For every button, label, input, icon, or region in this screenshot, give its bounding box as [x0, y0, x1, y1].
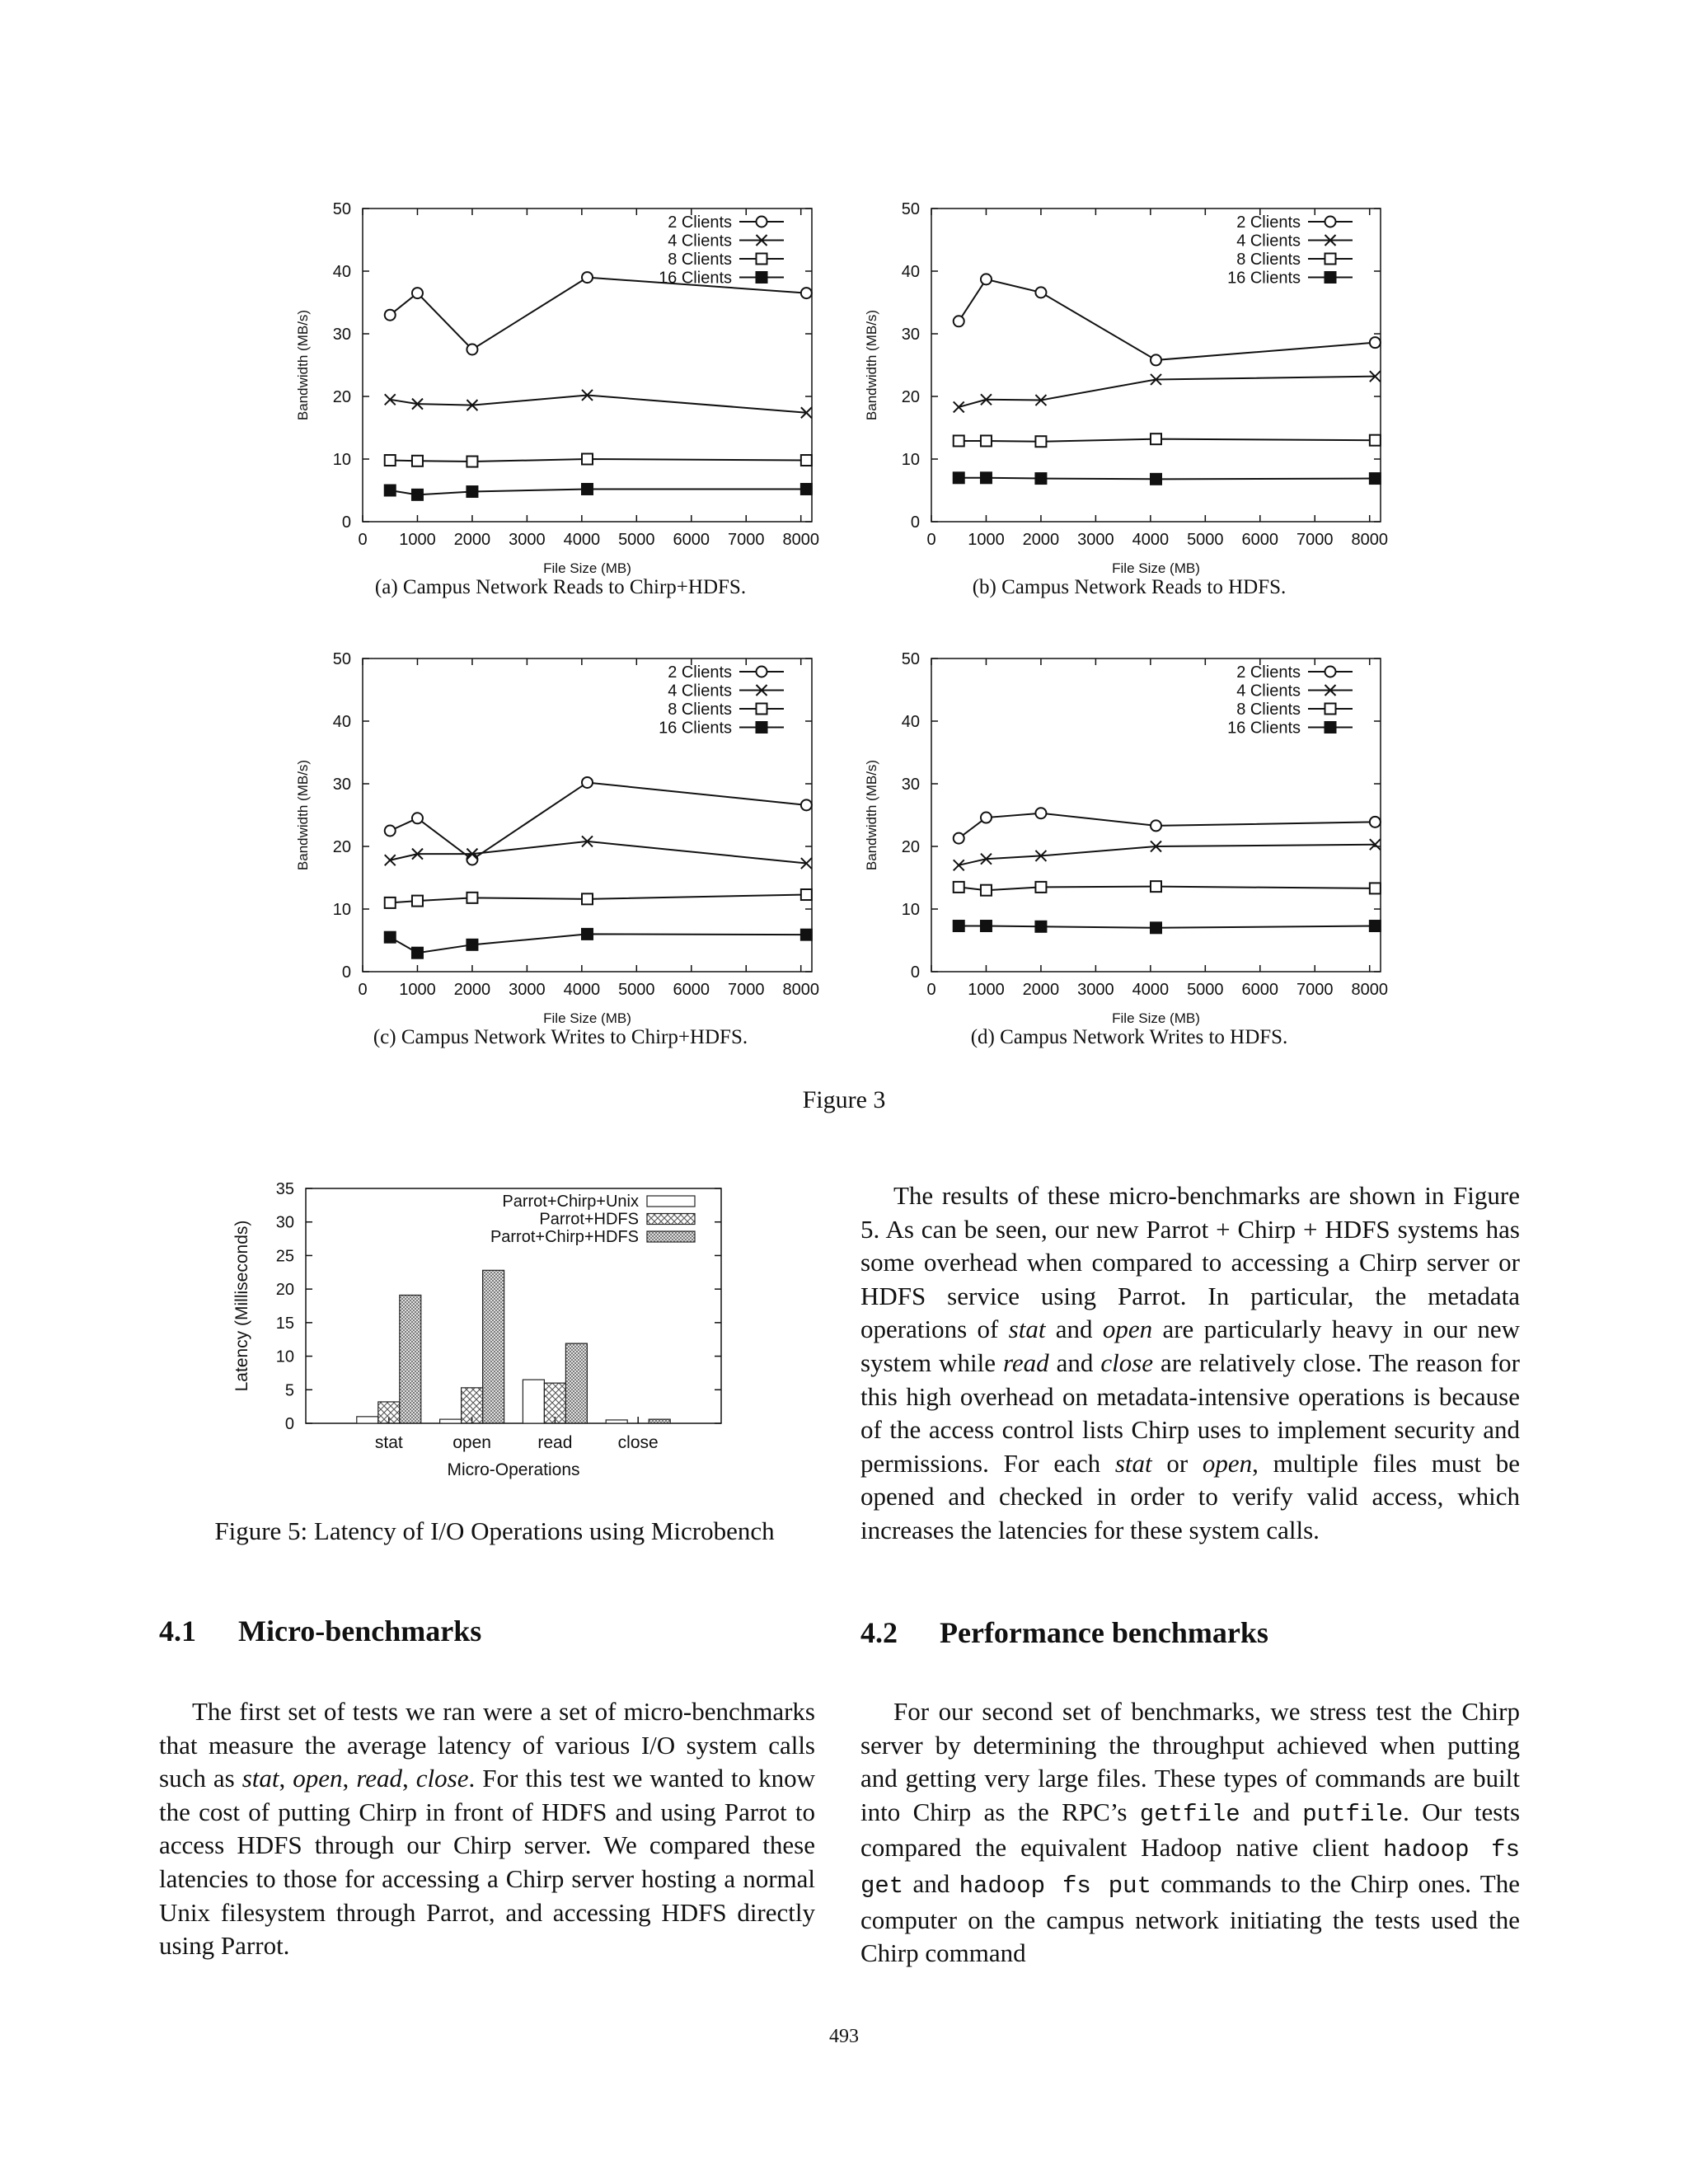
- square-marker: [1035, 882, 1046, 893]
- y-tick-label: 40: [901, 263, 920, 281]
- text-run: The results of these micro-benchmarks are shown in Figure 5. As can be seen, our new Parrot + Chirp + HDFS systems has some overhead when compared to accessing a Chirp server or HDFS service using Parrot. In particular, the metadata operations of: [860, 1181, 1520, 1344]
- x-tick-label: 5000: [618, 531, 655, 549]
- circle-marker: [981, 274, 992, 284]
- x-tick-label: 5000: [1187, 981, 1224, 999]
- text-run: . Our tests compared the equivalent Hadoop native client: [860, 1797, 1521, 1863]
- code-term: hadoop fs get: [860, 1836, 1520, 1900]
- code-term: putfile: [1302, 1800, 1404, 1828]
- x-marker: [954, 401, 964, 412]
- legend-label: 4 Clients: [1236, 682, 1301, 701]
- square-marker: [981, 435, 992, 446]
- x-tick-label: 4000: [563, 981, 601, 999]
- legend-label: Parrot+Chirp+HDFS: [490, 1228, 639, 1246]
- series-circle: [954, 808, 1381, 843]
- filled-square-marker: [582, 484, 593, 494]
- circle-marker: [467, 854, 477, 865]
- y-tick-label: 30: [332, 326, 351, 344]
- series-filled-square: [385, 484, 812, 500]
- legend-label: 8 Clients: [1236, 251, 1301, 269]
- x-axis-label: File Size (MB): [1112, 560, 1200, 576]
- x-tick-label: 2000: [453, 531, 491, 549]
- x-tick-label: 1000: [968, 531, 1005, 549]
- y-axis-label: Latency (Milliseconds): [232, 1220, 251, 1392]
- square-marker: [1370, 883, 1381, 893]
- subfigure-caption-d: (d) Campus Network Writes to HDFS.: [970, 1026, 1288, 1048]
- square-marker: [582, 454, 593, 465]
- y-tick-label: 20: [332, 838, 351, 856]
- text-run: are particularly heavy in our new system while: [860, 1315, 1520, 1377]
- text-run: ,: [402, 1764, 416, 1793]
- y-tick-label: 30: [901, 776, 920, 794]
- filled-square-marker: [412, 948, 423, 958]
- right-column-bottom-text: [860, 1695, 1520, 1971]
- square-marker: [954, 435, 964, 446]
- circle-marker: [412, 288, 423, 298]
- filled-square-marker: [385, 485, 396, 496]
- text-run: commands to the Chirp ones. The computer on the campus network initiating the tests used the Chirp command: [860, 1868, 1520, 1968]
- series-square: [954, 434, 1381, 447]
- y-tick-label: 50: [901, 650, 920, 668]
- circle-marker: [1325, 217, 1336, 227]
- bar: [544, 1383, 565, 1423]
- legend-label: 16 Clients: [1227, 719, 1301, 738]
- y-tick-label: 50: [901, 200, 920, 218]
- filled-square-marker: [757, 272, 767, 283]
- y-axis-label: Bandwidth (MB/s): [295, 759, 311, 871]
- text-run: . For this test we wanted to know the cost of putting Chirp in front of HDFS and using Parrot to access HDFS through our Chirp server. We compared these latencies to those for accessing a Chirp server hosting a normal Unix filesystem through Parrot, and accessing HDFS directly using Parrot.: [159, 1764, 815, 1961]
- series-line: [390, 782, 806, 859]
- text-run: ,: [342, 1764, 357, 1793]
- filled-square-marker: [757, 722, 767, 733]
- text-run: ,: [279, 1764, 293, 1793]
- x-tick-label: 8000: [782, 531, 819, 549]
- x-tick-label: 1000: [399, 531, 436, 549]
- y-tick-label: 40: [901, 713, 920, 731]
- legend-label: 8 Clients: [668, 251, 732, 269]
- italic-term: close: [415, 1764, 469, 1793]
- legend-label: 4 Clients: [668, 232, 732, 251]
- series-line: [390, 278, 806, 349]
- circle-marker: [1370, 337, 1381, 348]
- right-column-top-text: [860, 1179, 1520, 1548]
- series-line: [390, 459, 806, 462]
- square-marker: [801, 889, 812, 900]
- text-run: and: [903, 1868, 959, 1898]
- series-line: [390, 895, 806, 903]
- italic-term: open: [1102, 1315, 1153, 1344]
- page-number: 493: [829, 2026, 859, 2047]
- square-marker: [1370, 435, 1381, 446]
- italic-term: open: [1202, 1448, 1253, 1478]
- x-tick-label: 0: [926, 531, 936, 549]
- square-marker: [1325, 704, 1336, 715]
- filled-square-marker: [1035, 473, 1046, 484]
- filled-square-marker: [801, 930, 812, 940]
- x-tick-label: 3000: [509, 531, 546, 549]
- bar: [357, 1417, 378, 1423]
- filled-square-marker: [981, 472, 992, 483]
- x-tick-label: 6000: [1241, 531, 1279, 549]
- legend-label: Parrot+Chirp+Unix: [502, 1193, 639, 1211]
- filled-square-marker: [981, 921, 992, 931]
- filled-square-marker: [467, 940, 477, 950]
- y-tick-label: 50: [332, 650, 351, 668]
- circle-marker: [1325, 667, 1336, 677]
- text-run: and: [1045, 1315, 1103, 1344]
- code-term: getfile: [1139, 1800, 1240, 1828]
- italic-term: close: [1100, 1347, 1154, 1377]
- bar: [462, 1388, 483, 1423]
- x-marker: [954, 860, 964, 870]
- series-line: [390, 489, 806, 494]
- figure-3-label: Figure 3: [802, 1086, 886, 1113]
- section-heading-4-1: [159, 1614, 481, 1648]
- circle-marker: [1035, 287, 1046, 298]
- x-tick-label: 8000: [1351, 531, 1388, 549]
- series-filled-square: [385, 929, 812, 958]
- text-run: , multiple files must be opened and checked in order to verify valid access, which increases the latencies for these system calls.: [860, 1448, 1520, 1544]
- y-tick-label: 25: [275, 1247, 294, 1266]
- circle-marker: [954, 316, 964, 326]
- bar: [565, 1343, 587, 1423]
- circle-marker: [1151, 354, 1161, 365]
- x-tick-label: 1000: [399, 981, 436, 999]
- series-x: [385, 390, 812, 418]
- square-marker: [467, 893, 477, 903]
- y-tick-label: 20: [901, 838, 920, 856]
- filled-square-marker: [1151, 922, 1161, 933]
- y-tick-label: 0: [341, 963, 351, 982]
- filled-square-marker: [412, 490, 423, 500]
- x-tick-label: 4000: [1132, 981, 1170, 999]
- square-marker: [1325, 254, 1336, 265]
- series-line: [959, 813, 1375, 838]
- series-circle: [385, 272, 812, 354]
- text-run: are relatively close. The reason for this high overhead on metadata-intensive operations is because of the access control lists Chirp uses to implement security and permissions. For each: [860, 1347, 1520, 1478]
- y-tick-label: 30: [901, 326, 920, 344]
- circle-marker: [801, 288, 812, 298]
- x-tick-label: 7000: [727, 531, 765, 549]
- x-tick-label: 7000: [1296, 981, 1334, 999]
- y-tick-label: 35: [275, 1180, 294, 1198]
- x-tick-label: 6000: [673, 531, 710, 549]
- y-axis-label: Bandwidth (MB/s): [295, 309, 311, 421]
- circle-marker: [954, 833, 964, 844]
- x-tick-label: 3000: [1077, 981, 1114, 999]
- series-line: [959, 377, 1375, 407]
- series-square: [954, 881, 1381, 896]
- circle-marker: [757, 217, 767, 227]
- text-run: or: [1151, 1448, 1203, 1478]
- filled-square-marker: [385, 932, 396, 943]
- series-line: [959, 887, 1375, 891]
- x-tick-label: 3000: [509, 981, 546, 999]
- legend-label: Parrot+HDFS: [539, 1210, 639, 1229]
- x-axis-label: File Size (MB): [543, 1010, 631, 1026]
- bar: [649, 1419, 670, 1423]
- filled-square-marker: [1035, 921, 1046, 932]
- section-number: 4.1: [159, 1615, 196, 1647]
- performance-benchmarks-paragraph: [860, 1695, 1520, 1971]
- legend-swatch: [647, 1231, 695, 1242]
- legend-label: 16 Clients: [659, 719, 732, 738]
- circle-marker: [1370, 817, 1381, 827]
- series-circle: [954, 274, 1381, 365]
- legend-label: 8 Clients: [1236, 701, 1301, 719]
- square-marker: [582, 893, 593, 904]
- circle-marker: [582, 777, 593, 788]
- y-tick-label: 20: [901, 388, 920, 406]
- legend-swatch: [647, 1196, 695, 1207]
- plot-frame: [363, 658, 812, 972]
- series-x: [954, 839, 1381, 870]
- line-chart-d: [849, 648, 1409, 1035]
- y-tick-label: 10: [901, 901, 920, 919]
- subfigure-caption-b: (b) Campus Network Reads to HDFS.: [972, 576, 1287, 598]
- bar: [440, 1419, 462, 1423]
- y-tick-label: 20: [332, 388, 351, 406]
- square-marker: [467, 457, 477, 467]
- italic-term: read: [1002, 1347, 1049, 1377]
- series-line: [959, 279, 1375, 360]
- legend-swatch: [647, 1214, 695, 1225]
- micro-benchmarks-paragraph: [159, 1695, 815, 1963]
- x-marker: [385, 855, 396, 865]
- y-tick-label: 0: [284, 1415, 294, 1433]
- series-filled-square: [954, 472, 1381, 485]
- y-tick-label: 40: [332, 713, 351, 731]
- square-marker: [954, 882, 964, 893]
- section-number: 4.2: [860, 1616, 898, 1649]
- legend-label: 16 Clients: [659, 269, 732, 288]
- filled-square-marker: [954, 472, 964, 483]
- series-circle: [385, 777, 812, 865]
- text-run: and: [1240, 1797, 1303, 1826]
- legend-label: 2 Clients: [668, 663, 732, 682]
- series-x: [954, 371, 1381, 412]
- x-tick-label: 3000: [1077, 531, 1114, 549]
- x-tick-label: 5000: [1187, 531, 1224, 549]
- series-line: [959, 439, 1375, 442]
- x-tick-label: 6000: [1241, 981, 1279, 999]
- circle-marker: [757, 667, 767, 677]
- y-tick-label: 30: [275, 1213, 294, 1232]
- section-title: Micro-benchmarks: [238, 1615, 482, 1647]
- code-term: hadoop fs put: [959, 1872, 1151, 1900]
- series-line: [959, 845, 1375, 865]
- y-tick-label: 15: [275, 1314, 294, 1333]
- y-tick-label: 10: [275, 1347, 294, 1366]
- y-tick-label: 30: [332, 776, 351, 794]
- text-run: For our second set of benchmarks, we stress test the Chirp server by determining the throughput achieved when putting and getting very large files. These types of commands are built into Chirp as the RPC’s: [860, 1697, 1520, 1826]
- x-tick-label: stat: [374, 1433, 403, 1452]
- series-square: [385, 889, 812, 908]
- x-tick-label: 8000: [1351, 981, 1388, 999]
- square-marker: [385, 898, 396, 908]
- italic-term: stat: [241, 1764, 279, 1793]
- circle-marker: [801, 799, 812, 810]
- x-tick-label: close: [617, 1433, 659, 1452]
- x-tick-label: 5000: [618, 981, 655, 999]
- legend-label: 2 Clients: [1236, 663, 1301, 682]
- circle-marker: [981, 813, 992, 823]
- filled-square-marker: [1370, 921, 1381, 931]
- filled-square-marker: [582, 929, 593, 940]
- y-tick-label: 0: [341, 513, 351, 532]
- square-marker: [385, 455, 396, 466]
- x-axis-label: File Size (MB): [1112, 1010, 1200, 1026]
- square-marker: [757, 254, 767, 265]
- x-tick-label: 2000: [1022, 981, 1060, 999]
- x-tick-label: read: [537, 1433, 573, 1452]
- y-tick-label: 10: [332, 451, 351, 469]
- left-column-text: [159, 1695, 815, 1963]
- x-tick-label: open: [452, 1433, 491, 1452]
- x-tick-label: 0: [358, 981, 368, 999]
- subfigure-caption-a: (a) Campus Network Reads to Chirp+HDFS.: [374, 576, 747, 598]
- italic-term: open: [293, 1764, 343, 1793]
- bar: [378, 1402, 400, 1423]
- x-tick-label: 8000: [782, 981, 819, 999]
- legend-label: 4 Clients: [668, 682, 732, 701]
- text-run: and: [1048, 1347, 1101, 1377]
- line-chart-a: [280, 198, 841, 585]
- legend-label: 2 Clients: [1236, 213, 1301, 232]
- x-tick-label: 6000: [673, 981, 710, 999]
- section-title: Performance benchmarks: [940, 1616, 1268, 1649]
- y-tick-label: 5: [284, 1381, 294, 1400]
- filled-square-marker: [1151, 474, 1161, 485]
- y-tick-label: 50: [332, 200, 351, 218]
- series-line: [390, 395, 806, 412]
- circle-marker: [1151, 820, 1161, 831]
- x-tick-label: 7000: [1296, 531, 1334, 549]
- x-tick-label: 4000: [1132, 531, 1170, 549]
- series-filled-square: [954, 921, 1381, 933]
- y-tick-label: 20: [275, 1281, 294, 1300]
- y-tick-label: 10: [332, 901, 351, 919]
- x-tick-label: 0: [926, 981, 936, 999]
- y-tick-label: 40: [332, 263, 351, 281]
- square-marker: [412, 896, 423, 907]
- filled-square-marker: [1370, 473, 1381, 484]
- series-line: [390, 934, 806, 953]
- bar: [400, 1295, 421, 1423]
- italic-term: read: [356, 1764, 403, 1793]
- y-axis-label: Bandwidth (MB/s): [864, 759, 879, 871]
- section-heading-4-2: [860, 1615, 1268, 1650]
- y-tick-label: 10: [901, 451, 920, 469]
- x-axis-label: File Size (MB): [543, 560, 631, 576]
- square-marker: [1035, 436, 1046, 447]
- square-marker: [1151, 434, 1161, 444]
- circle-marker: [582, 272, 593, 283]
- plot-frame: [363, 209, 812, 522]
- filled-square-marker: [1325, 722, 1336, 733]
- series-line: [959, 478, 1375, 480]
- series-square: [385, 454, 812, 467]
- series-line: [959, 926, 1375, 928]
- line-chart-c: [280, 648, 841, 1035]
- square-marker: [981, 885, 992, 896]
- bar-chart-figure-5: [223, 1179, 750, 1492]
- circle-marker: [467, 344, 477, 355]
- line-chart-b: [849, 198, 1409, 585]
- square-marker: [801, 455, 812, 466]
- circle-marker: [385, 310, 396, 321]
- filled-square-marker: [1325, 272, 1336, 283]
- y-tick-label: 0: [910, 513, 920, 532]
- filled-square-marker: [467, 486, 477, 497]
- x-tick-label: 7000: [727, 981, 765, 999]
- circle-marker: [1035, 808, 1046, 818]
- square-marker: [412, 456, 423, 466]
- legend-label: 8 Clients: [668, 701, 732, 719]
- x-tick-label: 2000: [453, 981, 491, 999]
- circle-marker: [412, 813, 423, 823]
- figure-5-caption: Figure 5: Latency of I/O Operations using Microbench: [214, 1516, 775, 1545]
- legend-label: 2 Clients: [668, 213, 732, 232]
- bar: [523, 1380, 544, 1423]
- legend-label: 4 Clients: [1236, 232, 1301, 251]
- filled-square-marker: [954, 921, 964, 931]
- bar: [483, 1270, 504, 1423]
- circle-marker: [385, 826, 396, 837]
- bar: [606, 1420, 627, 1423]
- x-tick-label: 0: [358, 531, 368, 549]
- subfigure-caption-c: (c) Campus Network Writes to Chirp+HDFS.: [373, 1026, 748, 1048]
- italic-term: stat: [1008, 1315, 1046, 1344]
- y-axis-label: Bandwidth (MB/s): [864, 309, 879, 421]
- square-marker: [1151, 881, 1161, 892]
- x-tick-label: 4000: [563, 531, 601, 549]
- x-tick-label: 2000: [1022, 531, 1060, 549]
- text-run: The first set of tests we ran were a set of micro-benchmarks that measure the average latency of various I/O system calls such as: [159, 1697, 815, 1793]
- y-tick-label: 0: [910, 963, 920, 982]
- square-marker: [757, 704, 767, 715]
- x-tick-label: 1000: [968, 981, 1005, 999]
- filled-square-marker: [801, 484, 812, 494]
- italic-term: stat: [1114, 1448, 1152, 1478]
- legend-label: 16 Clients: [1227, 269, 1301, 288]
- results-paragraph: [860, 1179, 1520, 1548]
- x-axis-label: Micro-Operations: [447, 1460, 580, 1479]
